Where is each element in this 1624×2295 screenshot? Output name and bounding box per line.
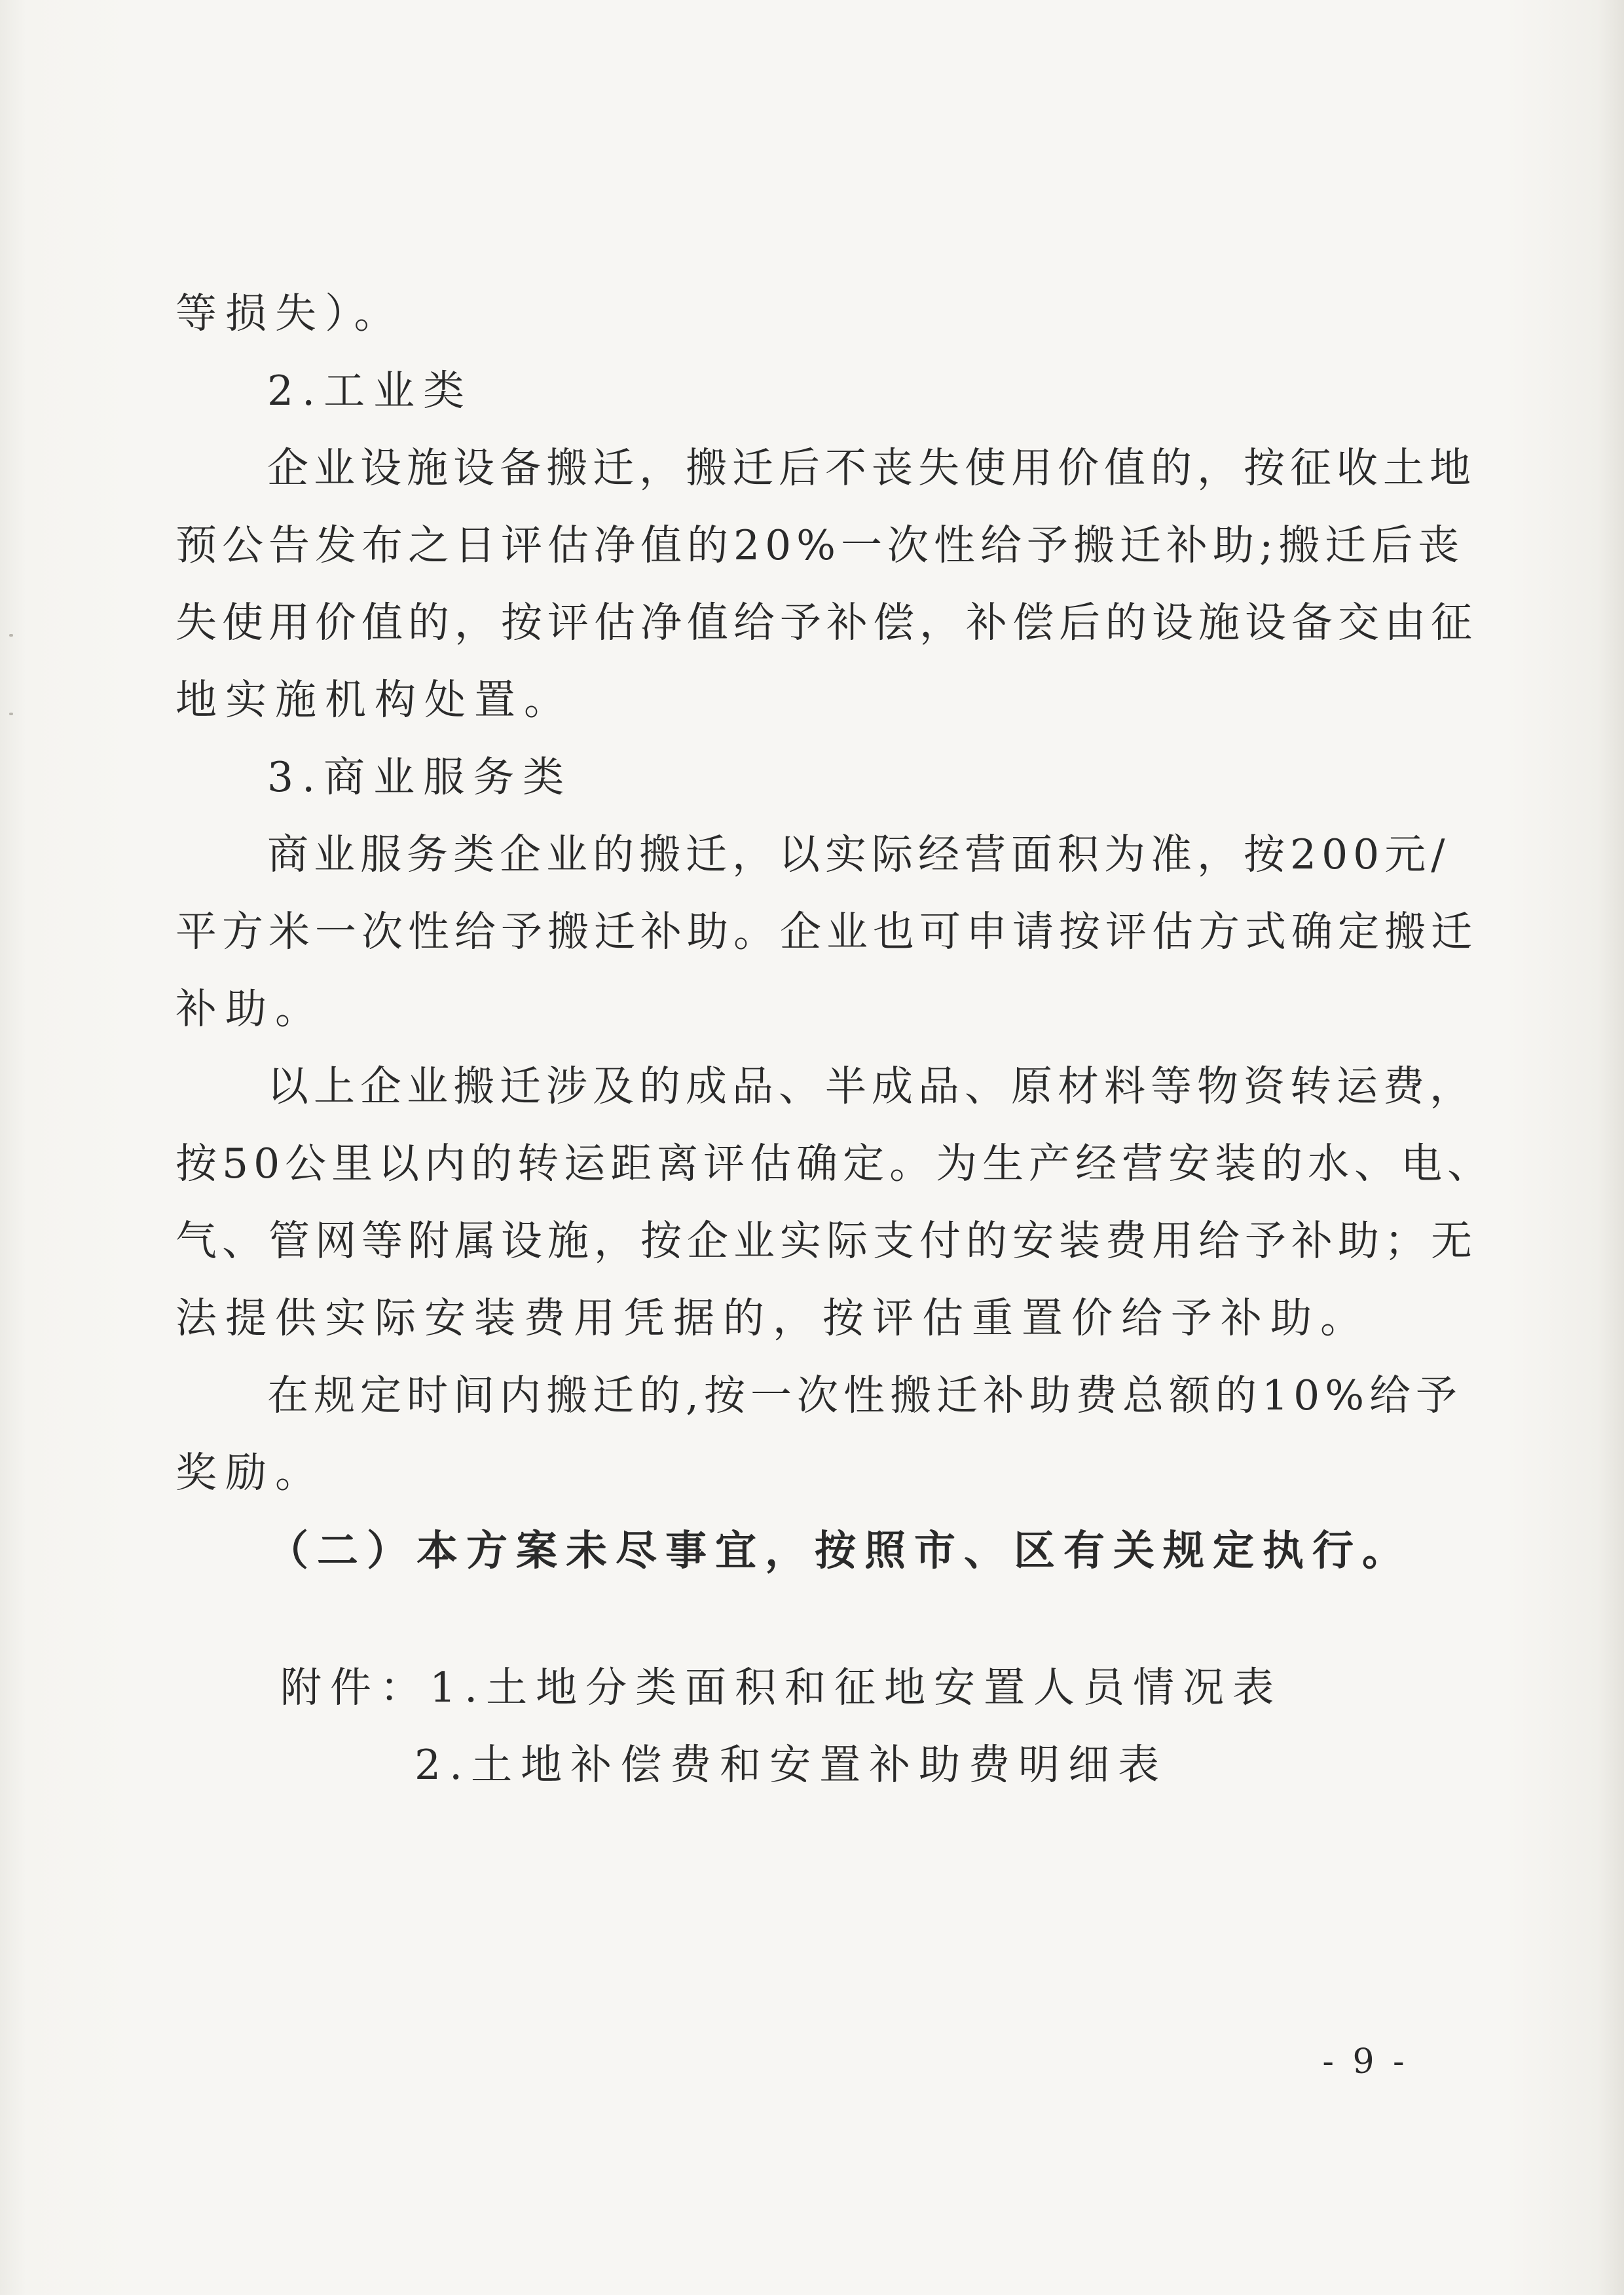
attachment-label: 附件：	[280, 1664, 430, 1711]
paragraph-line: 以上企业搬迁涉及的成品、半成品、原材料等物资转运费，	[267, 1062, 1476, 1110]
paragraph-line: 按50公里以内的转运距离评估确定。为生产经营安装的水、电、	[175, 1140, 1494, 1187]
scan-edge-mark	[9, 713, 13, 715]
attachment-line-2	[175, 1726, 1380, 1804]
paragraph-line: 商业服务类企业的搬迁，以实际经营面积为准，按200元/	[267, 830, 1450, 878]
attachment-line-1	[175, 1649, 1380, 1726]
paragraph-line: 地实施机构处置。	[175, 676, 574, 724]
scan-edge-mark	[9, 634, 13, 637]
clause-two-heading: （二）本方案未尽事宜，按照市、区有关规定执行。	[267, 1526, 1412, 1575]
paragraph-line: 失使用价值的，按评估净值给予补偿，补偿后的设施设备交由征	[175, 599, 1477, 646]
attachment-item: 2.土地补偿费和安置补助费明细表	[415, 1741, 1168, 1789]
paragraph-line: 平方米一次性给予搬迁补助。企业也可申请按评估方式确定搬迁	[175, 908, 1477, 956]
section-heading-industrial: 2.工业类	[267, 367, 473, 415]
paragraph-line: 在规定时间内搬迁的,按一次性搬迁补助费总额的10%给予	[267, 1371, 1463, 1419]
paragraph-line: 奖励。	[175, 1449, 325, 1497]
paragraph-line: 气、管网等附属设施，按企业实际支付的安装费用给予补助；无	[175, 1217, 1477, 1265]
attachment-item: 1.土地分类面积和征地安置人员情况表	[430, 1664, 1283, 1711]
paragraph-line: 法提供实际安装费用凭据的，按评估重置价给予补助。	[175, 1294, 1370, 1342]
paragraph-line: 补助。	[175, 985, 325, 1033]
paragraph-line: 等损失）。	[175, 289, 404, 337]
body-text	[175, 275, 1494, 1804]
spacer	[175, 1589, 1380, 1649]
section-heading-commercial: 3.商业服务类	[267, 753, 573, 801]
paragraph-line: 企业设施设备搬迁，搬迁后不丧失使用价值的，按征收土地	[267, 444, 1476, 492]
page-number: - 9 -	[1322, 2042, 1409, 2081]
paragraph-line: 预公告发布之日评估净值的20%一次性给予搬迁补助;搬迁后丧	[175, 521, 1465, 569]
